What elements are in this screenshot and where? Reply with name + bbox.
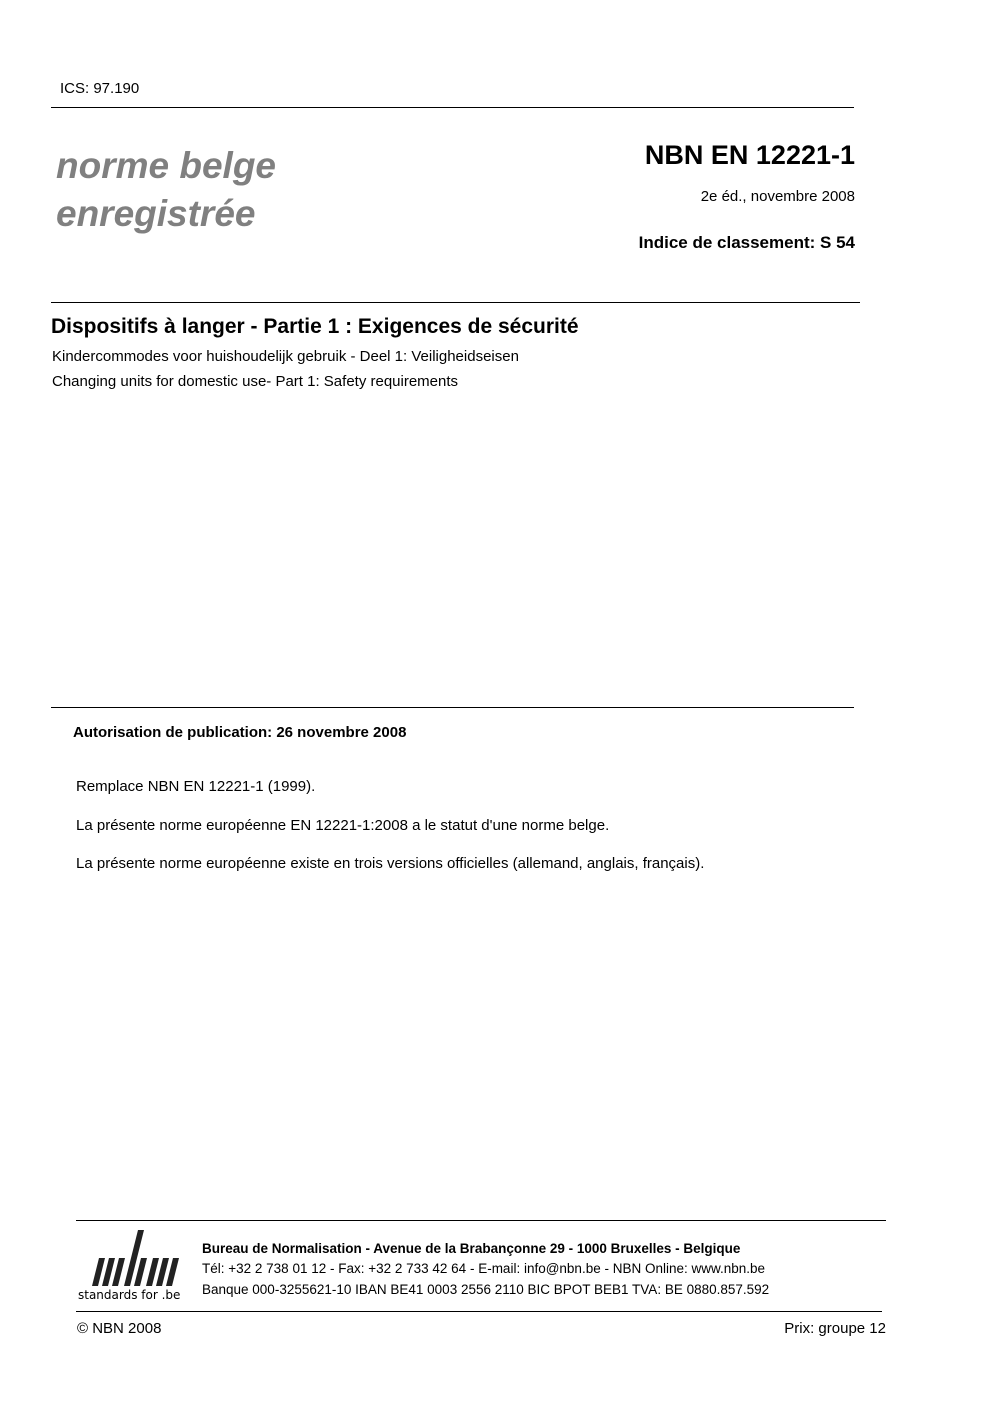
norm-label-line-2: enregistrée [56,193,256,234]
top-rule [51,107,854,108]
nbn-logo-mark [78,1228,188,1288]
copyright: © NBN 2008 [77,1320,162,1337]
norm-label-line-1: norme belge [56,145,276,186]
publication-rule [51,707,854,708]
note-versions: La présente norme européenne existe en trois versions officielles (allemand, anglais, français). [76,855,705,872]
title-dutch: Kindercommodes voor huishoudelijk gebruik - Deel 1: Veiligheidseisen [52,348,519,365]
footer-bank: Banque 000-3255621-10 IBAN BE41 0003 2556 2110 BIC BPOT BEB1 TVA: BE 0880.857.592 [202,1282,770,1297]
footer-bottom-rule [76,1311,882,1312]
footer-address: Bureau de Normalisation - Avenue de la Brabançonne 29 - 1000 Bruxelles - Belgique [202,1241,741,1256]
title-french: Dispositifs à langer - Partie 1 : Exigences de sécurité [51,315,579,338]
title-rule [51,302,860,303]
note-replaces: Remplace NBN EN 12221-1 (1999). [76,778,316,795]
classification-index: Indice de classement: S 54 [638,233,855,252]
footer-contact: Tél: +32 2 738 01 12 - Fax: +32 2 733 42 64 - E-mail: info@nbn.be - NBN Online: www.nbn.be [202,1261,766,1276]
title-english: Changing units for domestic use- Part 1: Safety requirements [52,373,459,390]
nbn-logo-tagline: standards for .be [78,1288,181,1302]
ics-code: ICS: 97.190 [60,80,140,97]
registered-belgian-standard-label [56,142,276,238]
price-group: Prix: groupe 12 [784,1320,886,1337]
footer-top-rule [76,1220,886,1221]
note-status: La présente norme européenne EN 12221-1:2008 a le statut d'une norme belge. [76,817,610,834]
nbn-logo [78,1228,188,1308]
edition-date: 2e éd., novembre 2008 [700,188,855,205]
standard-number: NBN EN 12221-1 [644,140,855,170]
publication-authorisation: Autorisation de publication: 26 novembre 2008 [73,724,407,741]
